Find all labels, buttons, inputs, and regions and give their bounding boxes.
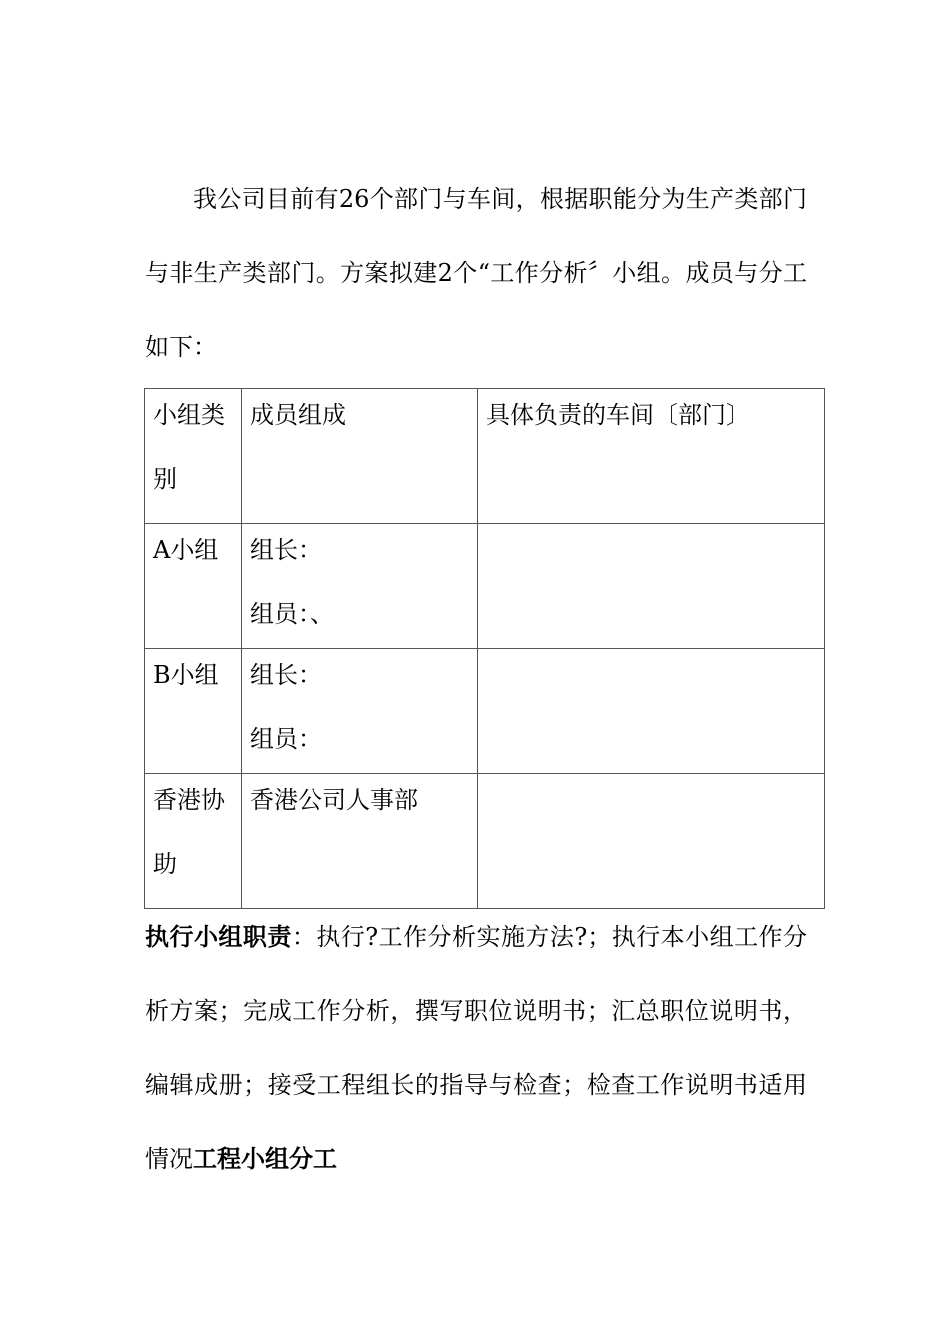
department-cell [478, 649, 825, 774]
table-header-row [145, 389, 825, 524]
header-cell-group-type: 小组类别 [145, 389, 242, 524]
duties-paragraph [145, 900, 807, 1196]
table-row [145, 649, 825, 774]
department-cell [478, 774, 825, 909]
header-cell-members: 成员组成 [242, 389, 478, 524]
leader-line: 组长： [250, 661, 322, 689]
members-cell: 香港公司人事部 [242, 774, 478, 909]
table-row [145, 524, 825, 649]
members-cell [242, 524, 478, 649]
intro-paragraph: 我公司目前有26个部门与车间，根据职能分为生产类部门与非生产类部门。方案拟建2个“工作分析〞小组。成员与分工如下： [145, 185, 807, 361]
leader-line: 组长： [250, 536, 322, 564]
members-cell [242, 649, 478, 774]
duties-label: 执行小组职责 [145, 922, 292, 951]
section-heading: 工程小组分工 [193, 1144, 337, 1173]
group-name-cell: 香港协助 [145, 774, 242, 909]
members-line: 组员：、 [250, 600, 334, 628]
duties-text: ：执行?工作分析实施方法?；执行本小组工作分析方案；完成工作分析，撰写职位说明书；汇总职位说明书，编辑成册；接受工程组长的指导与检查；检查工作说明书适用情况 [145, 923, 808, 1173]
group-name-cell: B小组 [145, 649, 242, 774]
department-cell [478, 524, 825, 649]
table-row [145, 774, 825, 909]
group-table [144, 388, 825, 909]
header-cell-department: 具体负责的车间〔部门〕 [478, 389, 825, 524]
members-line: 组员： [250, 725, 322, 753]
group-name-cell: A小组 [145, 524, 242, 649]
